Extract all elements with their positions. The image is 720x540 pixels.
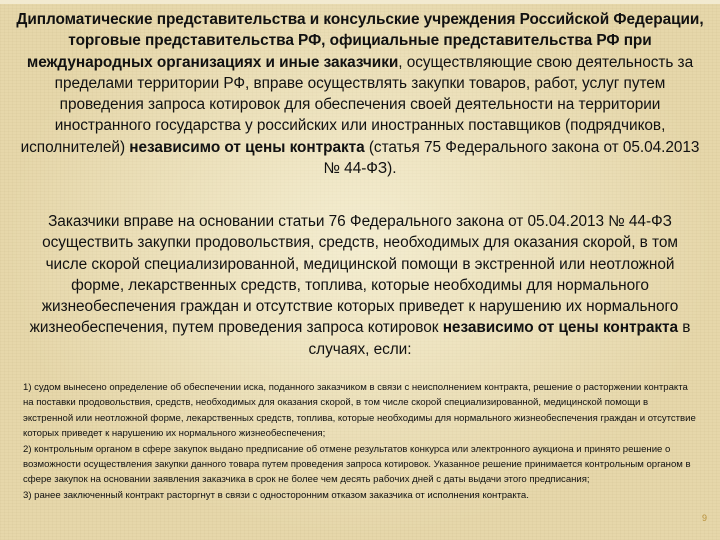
paragraph-bold-part: представительства и консульские учреждения Российской Федерации, торговые представительства РФ, официальные представительства РФ при международных организациях и иные заказчики [26, 11, 704, 71]
case-item-2: 2) контрольным органом в сфере закупок выдано предписание об отмене результатов конкурса или электронного аукциона и принято решение о возможности осуществления закупки данного товара путем проведения запроса котировок. Указанное решение принимается контрольным органом в сфере закупок на основании заявления заказчика в срок не более чем десять рабочих дней с даты выдачи этого предписания; [23, 443, 691, 486]
case-item-1: 1) судом вынесено определение об обеспечении иска, поданного заказчиком в связи с неисполнением контракта, решение о расторжении контракта на поставки продовольствия, средств, необходимых для оказания скорой, в том числе скорой специализированной, медицинской помощи в экстренной или неотложной форме, лекарственных средств, топлива, которые необходимы для нормального жизнеобеспечения граждан и отсутствие которых приведет к нарушению их нормального жизнеобеспечения; [23, 382, 696, 440]
paragraph-diplomatic-missions [16, 9, 704, 179]
paragraph-emphasis: независимо от цены контракта [442, 319, 679, 337]
case-item-3: 3) ранее заключенный контракт расторгнут в связи с односторонним отказом заказчика от исполнения контракта. [23, 489, 529, 501]
slide-top-edge [0, 0, 720, 4]
paragraph-emphasis: независимо от цены контракта [129, 138, 365, 156]
page-number: 9 [701, 513, 707, 523]
paragraph-tail: в случаях, если: [308, 319, 691, 358]
paragraph-text: Заказчики вправе на основании статьи 76 Федерального закона от 05.04.2013 № 44-ФЗ осуществить закупки продовольствия, средств, необходимых для оказания скорой, в том числе скорой специализированной, медицинской помощи в экстренной или неотложной форме, лекарственных средств, топлива, которые необходимы для нормального жизнеобеспечения граждан и отсутствие которых приведет к нарушению их нормального жизнеобеспечения, путем проведения запроса котировок [29, 213, 679, 337]
paragraph-lead-word: Дипломатические [16, 11, 153, 28]
paragraph-tail: (статья 75 Федерального закона от 05.04.2013 № 44-ФЗ). [323, 138, 700, 178]
paragraph-customer-rights [22, 211, 698, 360]
paragraph-text: , осуществляющие свою деятельность за пределами территории РФ, вправе осуществлять закупки товаров, работ, услуг путем проведения запроса котировок для обеспечения своей деятельности на территории иностранного государства у российских или иностранных поставщиков (подрядчиков, исполнителей) [20, 53, 694, 156]
case-list [23, 380, 697, 503]
